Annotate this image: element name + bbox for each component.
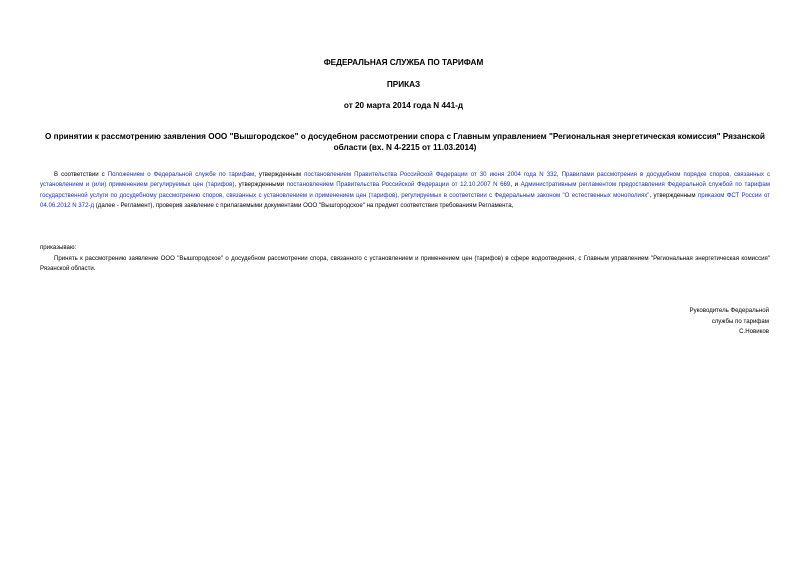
dispute-rules-link[interactable]: Правилами рассмотрения в досудебном порядке споров, связанных с установлением и (или) применением регулируемых цен (тарифов)	[40, 171, 771, 189]
document-subject: О принятии к рассмотрению заявления ООО "Вышгородское" о досудебном рассмотрении спора с Главным управлением "Региональная энергетическая комиссия" Рязанской области (вх. N 4-2215 от 11.03.2014)	[45, 132, 765, 152]
preamble-text: , утвержденным	[649, 191, 698, 199]
regulation-fst-link[interactable]: Положением о Федеральной службе по тарифам	[107, 171, 255, 178]
signature-position: Руководитель Федеральной	[689, 307, 769, 314]
preamble-text: В соответствии с	[54, 171, 108, 178]
signature-organization: службы по тарифам	[711, 317, 769, 325]
preamble-text: , и	[510, 181, 521, 189]
preamble-text: , утвержденными	[234, 181, 287, 189]
signature-block	[589, 306, 769, 338]
government-decree-669-link[interactable]: постановлением Правительства Российской Федерации от 12.10.2007 N 669	[286, 181, 511, 189]
preamble-paragraph	[40, 170, 770, 212]
order-paragraph: Принять к рассмотрению заявление ООО "Вышгородское" о досудебном рассмотрении спора, связанного с установлением и применением цен (тарифов) в сфере водоотведения, с Главным управлением "Региональная энергетическая комиссия" Рязанской области.	[40, 255, 770, 273]
document-type: ПРИКАЗ	[386, 80, 421, 89]
preamble-text: , утвержденным	[254, 171, 305, 178]
preamble-text: (далее - Регламент), проверив заявление с прилагаемыми документами ООО "Вышгородское" на предмет соответствия требованиям Регламента,	[94, 202, 514, 210]
document-date-number: от 20 марта 2014 года N 441-д	[343, 101, 464, 110]
fst-order-372-link[interactable]: приказом ФСТ России от 04.06.2012 N 372-д	[40, 191, 770, 210]
agency-title: ФЕДЕРАЛЬНАЯ СЛУЖБА ПО ТАРИФАМ	[323, 58, 484, 67]
government-decree-332-link[interactable]: постановлением Правительства Российской Федерации от 30 июня 2004 года N 332	[304, 171, 557, 178]
administrative-regulation-link[interactable]: Административным регламентом предоставления Федеральной службой по тарифам государственной услуги по досудебному рассмотрению споров, связанных с установлением и применением цен (тарифов), регулируемых в соответствии с Федеральным законом "О естественных монополиях"	[40, 181, 770, 199]
preamble-text: ,	[556, 171, 562, 178]
signature-name: С.Новиков	[739, 328, 769, 336]
order-word: приказываю:	[40, 244, 77, 251]
